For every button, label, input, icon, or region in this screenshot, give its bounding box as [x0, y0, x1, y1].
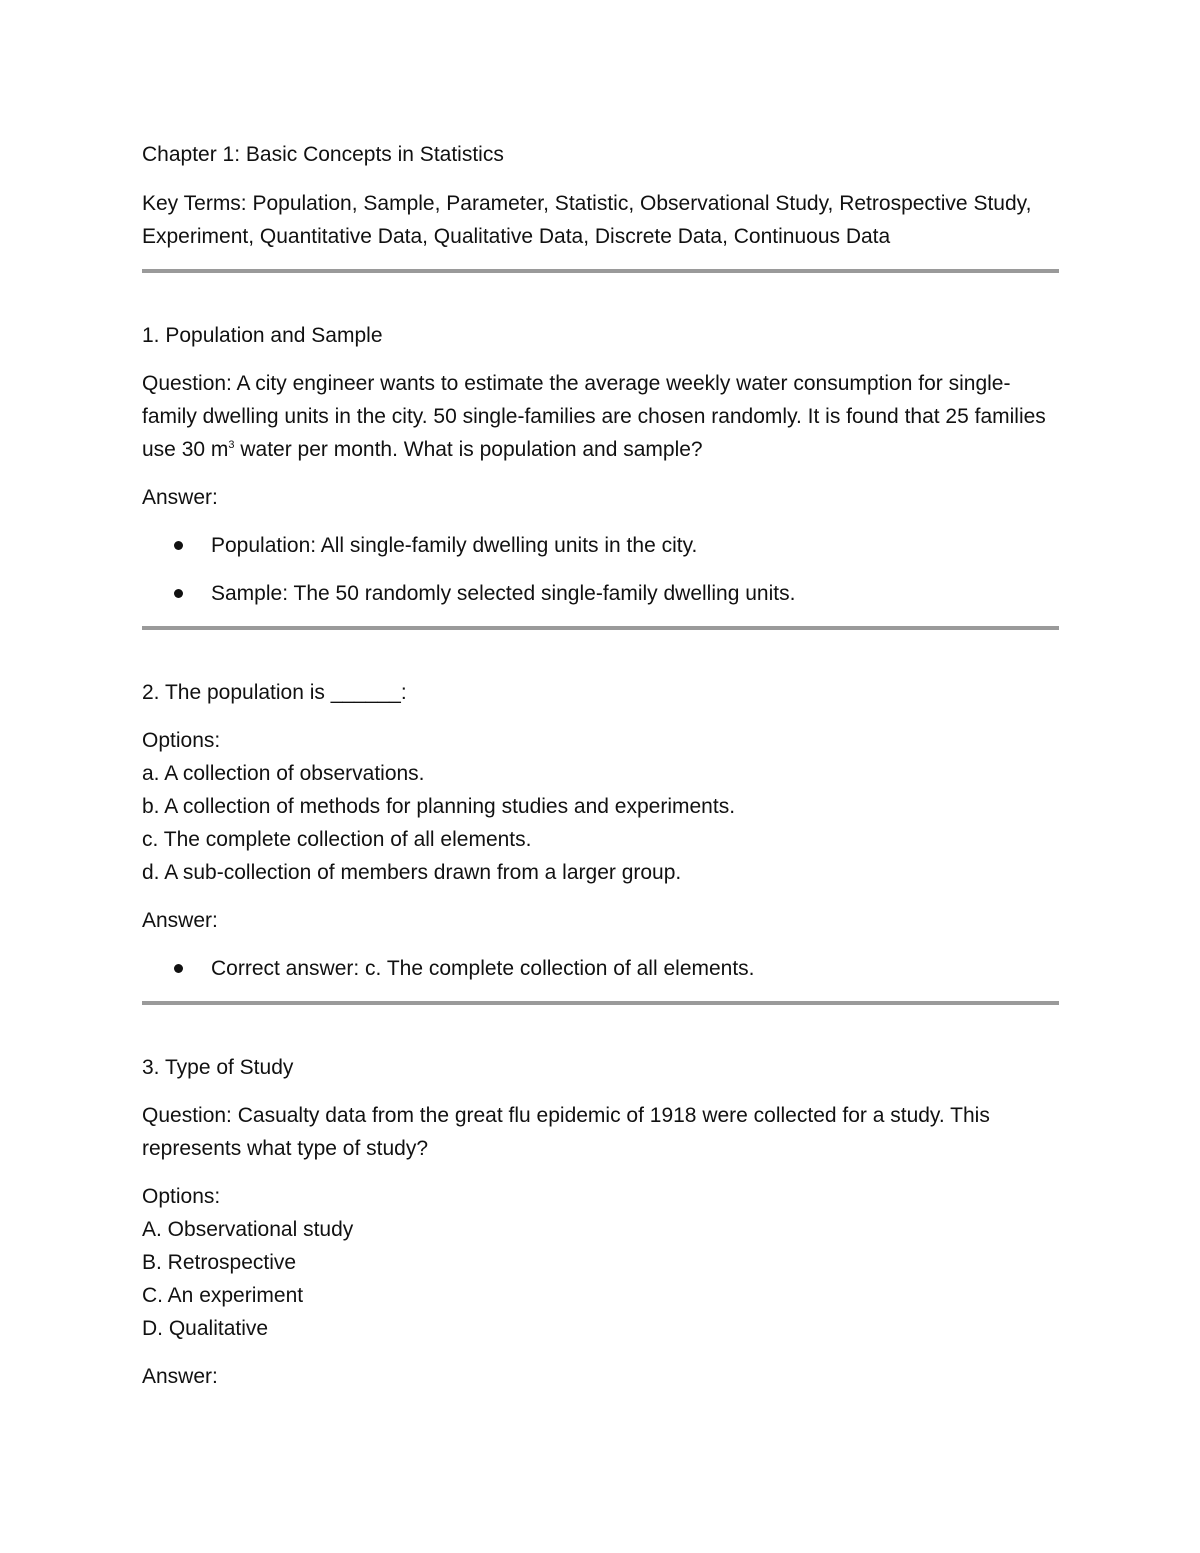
list-item: [142, 577, 1059, 610]
option-a: a. A collection of observations.: [142, 762, 425, 785]
section-divider: [142, 269, 1059, 273]
superscript-exponent: 3: [228, 439, 235, 451]
question-text-main: Question: A city engineer wants to estimate the average weekly water consumption for single-family dwelling units in the city. 50 single-families are chosen randomly. It is found that 25 families use 30 m: [142, 372, 1046, 461]
question-text: Question: Casualty data from the great flu epidemic of 1918 were collected for a study. This represents what type of study?: [142, 1104, 990, 1160]
answer-list: [142, 952, 1059, 985]
bullet-icon: [174, 541, 183, 550]
options-block: [142, 724, 1059, 889]
section-title: 1. Population and Sample: [142, 324, 383, 347]
chapter-title: Chapter 1: Basic Concepts in Statistics: [142, 143, 504, 166]
section-title: 3. Type of Study: [142, 1056, 294, 1079]
options-label: Options:: [142, 729, 221, 752]
answer-label: Answer:: [142, 909, 218, 932]
section-divider: [142, 626, 1059, 630]
section-population-sample: [142, 319, 1059, 610]
key-terms: Key Terms: Population, Sample, Parameter, Statistic, Observational Study, Retrospective Study, Experiment, Quantitative Data, Qualitative Data, Discrete Data, Continuous Data: [142, 192, 1032, 248]
section-divider: [142, 1001, 1059, 1005]
option-d: d. A sub-collection of members drawn from a larger group.: [142, 861, 682, 884]
option-d: D. Qualitative: [142, 1317, 269, 1340]
question-text: [142, 367, 1059, 466]
list-item: [142, 952, 1059, 985]
options-block: [142, 1180, 1059, 1345]
option-b: b. A collection of methods for planning studies and experiments.: [142, 795, 736, 818]
bullet-icon: [174, 964, 183, 973]
question-text-tail: water per month. What is population and sample?: [234, 438, 703, 461]
answer-list: [142, 529, 1059, 610]
option-c: c. The complete collection of all elements.: [142, 828, 532, 851]
answer-label: Answer:: [142, 1365, 218, 1388]
option-c: C. An experiment: [142, 1284, 304, 1307]
document-page: [142, 138, 1059, 1393]
answer-text: Sample: The 50 randomly selected single-family dwelling units.: [211, 582, 796, 605]
answer-label: Answer:: [142, 486, 218, 509]
answer-text: Population: All single-family dwelling units in the city.: [211, 534, 698, 557]
option-a: A. Observational study: [142, 1218, 354, 1241]
section-population-definition: [142, 676, 1059, 985]
section-type-of-study: [142, 1051, 1059, 1393]
option-b: B. Retrospective: [142, 1251, 297, 1274]
options-label: Options:: [142, 1185, 221, 1208]
section-title: 2. The population is ______:: [142, 681, 407, 704]
answer-text: Correct answer: c. The complete collection of all elements.: [211, 957, 755, 980]
list-item: [142, 529, 1059, 562]
bullet-icon: [174, 589, 183, 598]
